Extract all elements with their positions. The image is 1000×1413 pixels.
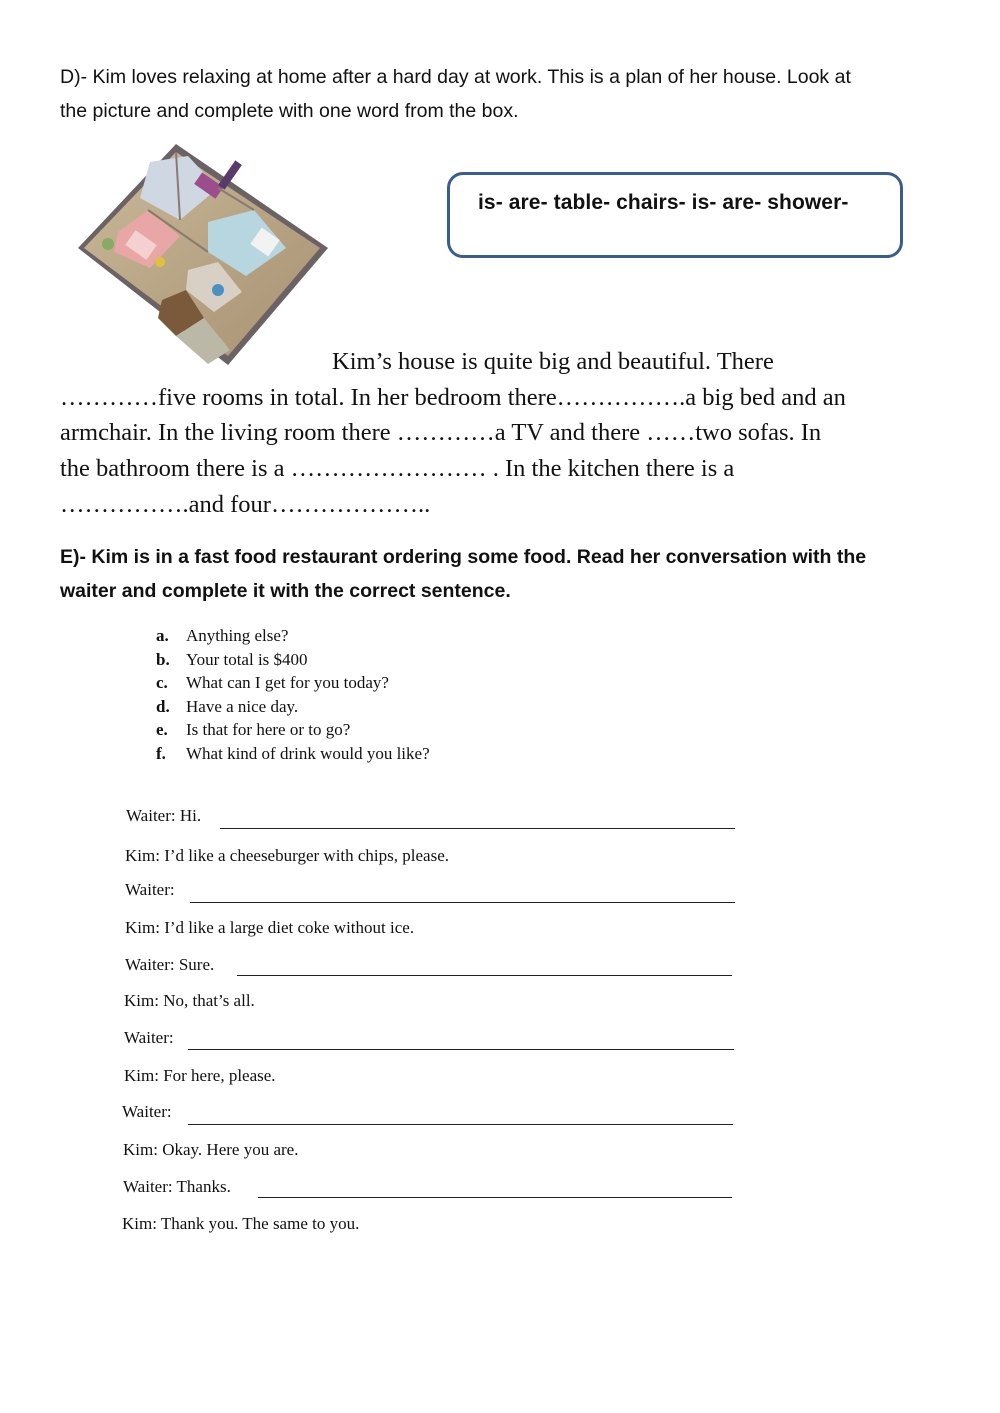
option-letter: e. (156, 720, 168, 739)
dialogue-line-kim: Kim: Okay. Here you are. (123, 1140, 299, 1159)
passage-line: the bathroom there is a …………………… . In the kitchen there is a (60, 455, 735, 482)
option-item (156, 650, 430, 674)
dialogue-line-kim: Kim: No, that’s all. (124, 991, 255, 1010)
option-letter: b. (156, 649, 170, 669)
option-text: Have a nice day. (186, 696, 299, 716)
passage-line: …………five rooms in total. In her bedroom there…………….a big bed and an (60, 384, 846, 411)
option-letter: d. (156, 696, 170, 716)
dialogue-line-waiter: Waiter: Sure. (125, 955, 215, 974)
word-box-words: is- are- table- chairs- is- are- shower- (478, 191, 849, 214)
passage-line: Kim’s house is quite big and beautiful. There (332, 348, 774, 375)
dialogue-line-waiter: Waiter: (125, 880, 175, 899)
option-text: Is that for here or to go? (186, 720, 351, 739)
option-letter: a. (156, 626, 169, 645)
options-list (156, 626, 430, 767)
option-text: What can I get for you today? (186, 673, 389, 692)
passage-line: armchair. In the living room there …………a TV and there ……two sofas. In (60, 419, 822, 446)
dialogue-line-kim: Kim: I’d like a large diet coke without ice. (125, 918, 415, 937)
dialogue-line-kim: Kim: I’d like a cheeseburger with chips, please. (125, 846, 449, 865)
option-item (156, 744, 430, 768)
dialogue-line-waiter: Waiter: Hi. (126, 806, 202, 825)
answer-blank[interactable] (188, 1049, 734, 1050)
option-text: Anything else? (186, 626, 289, 645)
instruction-line: E)- Kim is in a fast food restaurant ordering some food. Read her conversation with the (60, 546, 867, 568)
dialogue-line-kim: Kim: For here, please. (124, 1066, 276, 1085)
passage-line: …………….and four……………….. (60, 491, 431, 518)
option-text: What kind of drink would you like? (186, 743, 430, 763)
answer-blank[interactable] (220, 828, 735, 829)
option-letter: f. (156, 743, 166, 763)
answer-blank[interactable] (258, 1197, 732, 1198)
dialogue-line-waiter: Waiter: Thanks. (123, 1177, 231, 1196)
house-plan-image (58, 140, 333, 375)
instruction-line: D)- Kim loves relaxing at home after a hard day at work. This is a plan of her house. Look at (60, 66, 851, 88)
option-item (156, 720, 430, 744)
instruction-line: waiter and complete it with the correct sentence. (60, 580, 511, 602)
instruction-line: the picture and complete with one word from the box. (60, 100, 519, 122)
option-item (156, 673, 430, 697)
section-e-instruction (60, 540, 940, 608)
answer-blank[interactable] (188, 1124, 733, 1125)
dialogue-line-waiter: Waiter: (122, 1102, 172, 1121)
dialogue-line-kim: Kim: Thank you. The same to you. (122, 1214, 360, 1233)
option-text: Your total is $400 (186, 649, 308, 669)
section-d-instruction (60, 60, 940, 128)
answer-blank[interactable] (190, 902, 735, 903)
dialogue-line-waiter: Waiter: (124, 1028, 174, 1047)
answer-blank[interactable] (237, 975, 732, 976)
option-letter: c. (156, 673, 168, 692)
option-item (156, 697, 430, 721)
option-item (156, 626, 430, 650)
word-box (447, 172, 903, 258)
